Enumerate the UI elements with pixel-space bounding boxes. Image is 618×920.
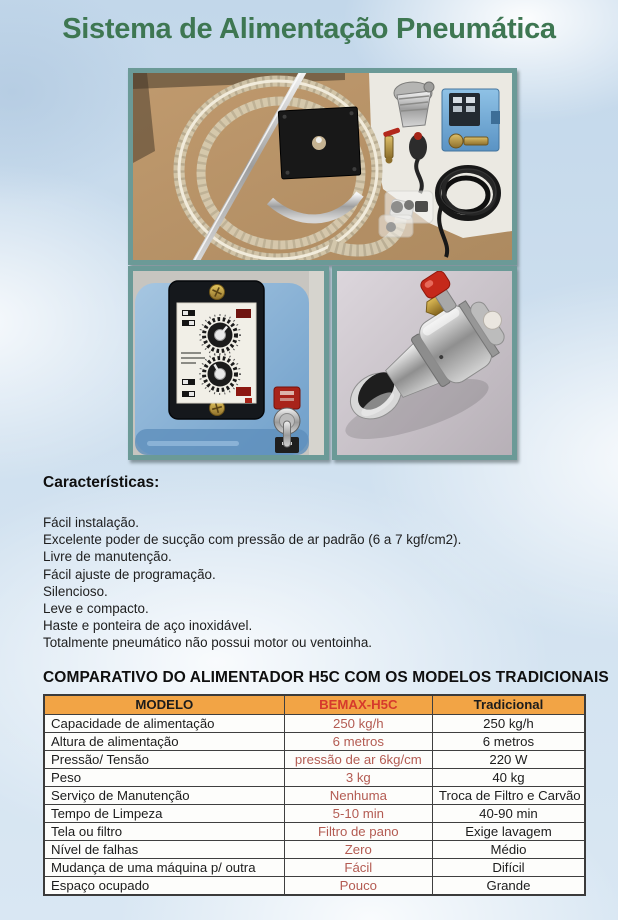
traditional-value-cell: 6 metros bbox=[432, 732, 585, 750]
table-row bbox=[44, 768, 585, 786]
column-header-tradicional: Tradicional bbox=[432, 695, 585, 714]
bemax-value-cell: 250 kg/h bbox=[284, 714, 432, 732]
table-header-row bbox=[44, 695, 585, 714]
table-row bbox=[44, 732, 585, 750]
table-row bbox=[44, 858, 585, 876]
bemax-value-cell: 6 metros bbox=[284, 732, 432, 750]
characteristics-item: Livre de manutenção. bbox=[43, 549, 172, 565]
pressure-controller bbox=[442, 89, 500, 151]
traditional-value-cell: Troca de Filtro e Carvão bbox=[432, 786, 585, 804]
characteristics-heading: Características: bbox=[43, 474, 160, 491]
table-row bbox=[44, 714, 585, 732]
row-label-cell: Peso bbox=[44, 768, 284, 786]
characteristics-item: Silencioso. bbox=[43, 583, 108, 599]
table-row bbox=[44, 840, 585, 858]
wall-strip bbox=[309, 271, 324, 455]
row-label-cell: Capacidade de alimentação bbox=[44, 714, 284, 732]
bemax-value-cell: Pouco bbox=[284, 876, 432, 895]
column-header-bemax: BEMAX-H5C bbox=[284, 695, 432, 714]
table-row bbox=[44, 876, 585, 895]
bemax-value-cell: 5-10 min bbox=[284, 804, 432, 822]
row-label-cell: Tempo de Limpeza bbox=[44, 804, 284, 822]
kit-parts-image bbox=[133, 73, 512, 260]
mounting-plate bbox=[278, 107, 360, 179]
characteristics-item: Haste e ponteira de aço inoxidável. bbox=[43, 618, 253, 634]
comparison-table-title: COMPARATIVO DO ALIMENTADOR H5C COM OS MODELOS TRADICIONAIS bbox=[43, 669, 609, 686]
bemax-value-cell: pressão de ar 6kg/cm bbox=[284, 750, 432, 768]
row-label-cell: Tela ou filtro bbox=[44, 822, 284, 840]
traditional-value-cell: 40-90 min bbox=[432, 804, 585, 822]
table-row bbox=[44, 786, 585, 804]
column-header-modelo: MODELO bbox=[44, 695, 284, 714]
characteristics-item: Fácil instalação. bbox=[43, 515, 140, 530]
nozzle-image bbox=[337, 271, 512, 455]
row-label-cell: Nível de falhas bbox=[44, 840, 284, 858]
characteristics-item: Totalmente pneumático não possui motor ou ventoinha. bbox=[43, 635, 373, 651]
photo-kit-parts bbox=[128, 68, 517, 265]
panel-screw-top bbox=[210, 285, 225, 300]
table-row bbox=[44, 822, 585, 840]
traditional-value-cell: Exige lavagem bbox=[432, 822, 585, 840]
row-label-cell: Mudança de uma máquina p/ outra bbox=[44, 858, 284, 876]
characteristics-item: Excelente poder de sucção com pressão de ar padrão (6 a 7 kgf/cm2). bbox=[43, 532, 462, 548]
bemax-value-cell: 3 kg bbox=[284, 768, 432, 786]
bemax-value-cell: Zero bbox=[284, 840, 432, 858]
traditional-value-cell: 220 W bbox=[432, 750, 585, 768]
table-row bbox=[44, 750, 585, 768]
characteristics-item: Fácil ajuste de programação. bbox=[43, 566, 216, 582]
bemax-value-cell: Fácil bbox=[284, 858, 432, 876]
photo-control-unit bbox=[128, 266, 329, 460]
bemax-value-cell: Nenhuma bbox=[284, 786, 432, 804]
page-title: Sistema de Alimentação Pneumática bbox=[62, 13, 556, 45]
traditional-value-cell: Médio bbox=[432, 840, 585, 858]
characteristics-item: Leve e compacto. bbox=[43, 601, 149, 617]
photo-nozzle bbox=[332, 266, 517, 460]
bemax-value-cell: Filtro de pano bbox=[284, 822, 432, 840]
traditional-value-cell: 250 kg/h bbox=[432, 714, 585, 732]
row-label-cell: Altura de alimentação bbox=[44, 732, 284, 750]
comparison-table bbox=[43, 694, 586, 896]
traditional-value-cell: Difícil bbox=[432, 858, 585, 876]
control-unit-image bbox=[133, 271, 324, 455]
table-row bbox=[44, 804, 585, 822]
toggle-switch bbox=[274, 387, 300, 453]
characteristics-list bbox=[43, 514, 461, 652]
traditional-value-cell: Grande bbox=[432, 876, 585, 895]
row-label-cell: Espaço ocupado bbox=[44, 876, 284, 895]
row-label-cell: Serviço de Manutenção bbox=[44, 786, 284, 804]
row-label-cell: Pressão/ Tensão bbox=[44, 750, 284, 768]
traditional-value-cell: 40 kg bbox=[432, 768, 585, 786]
